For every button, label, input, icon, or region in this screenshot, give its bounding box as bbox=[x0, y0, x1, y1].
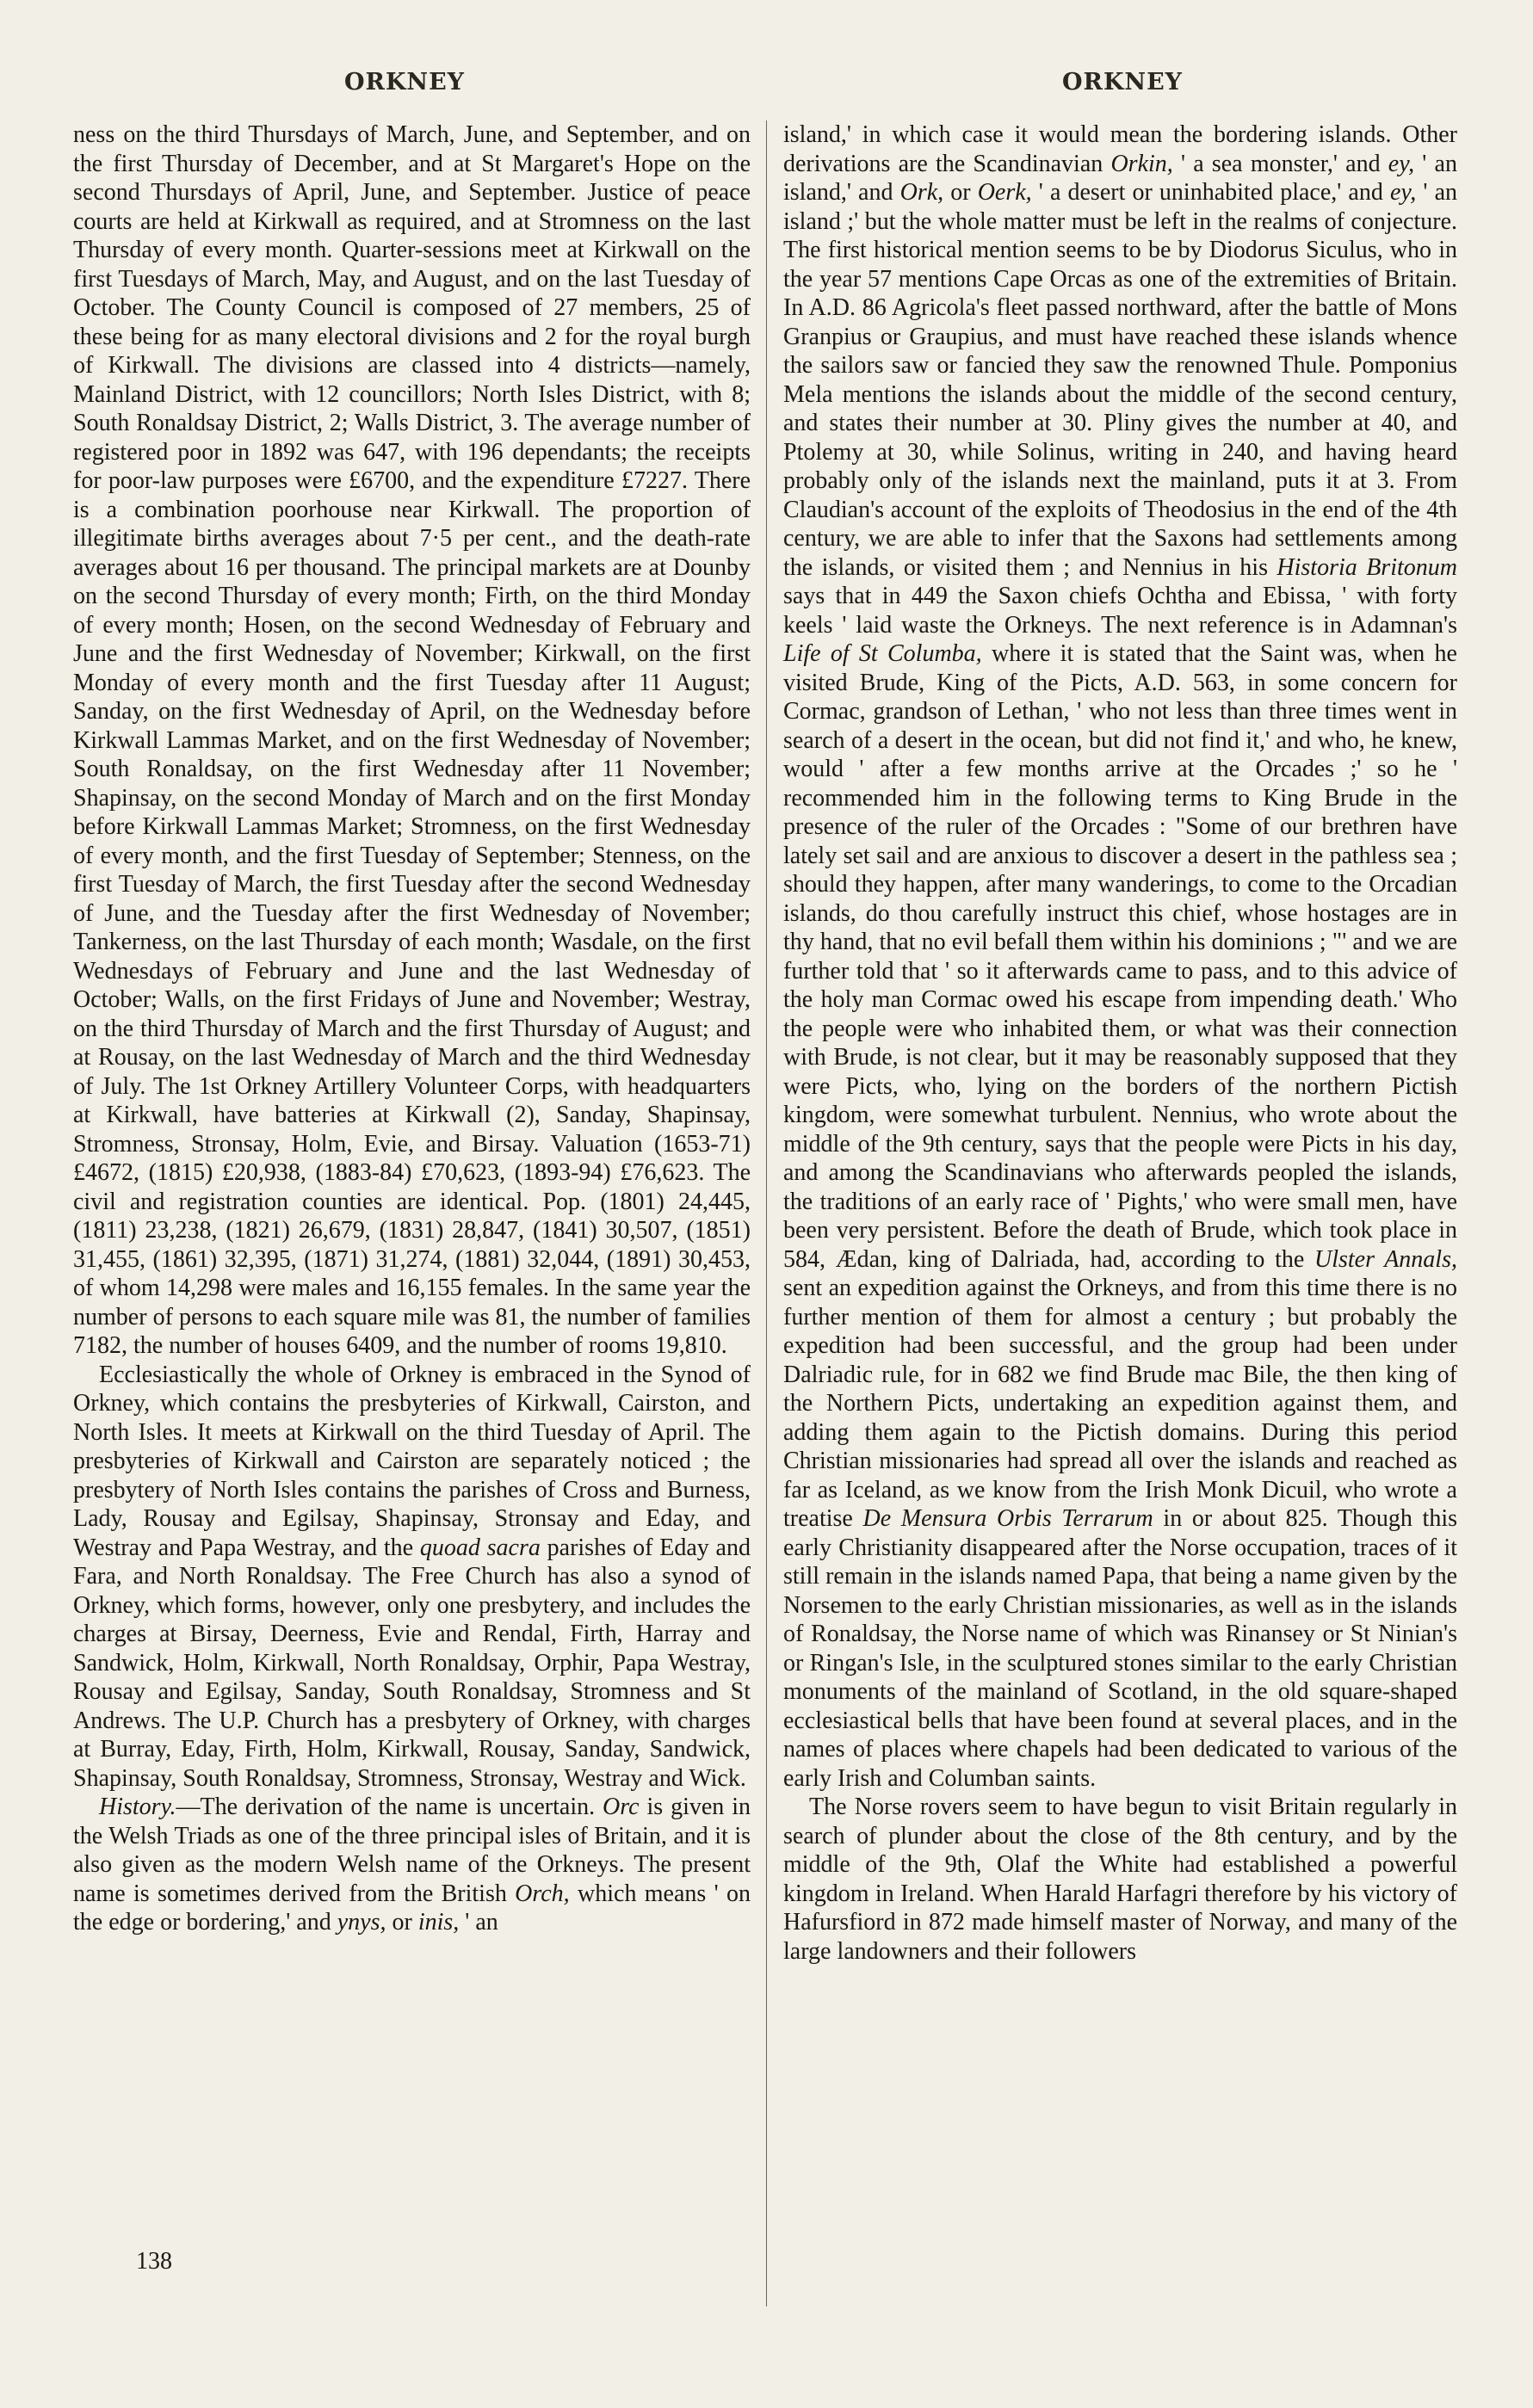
running-head-right: ORKNEY bbox=[1062, 69, 1183, 96]
paragraph-early-history: island,' in which case it would mean the bordering islands. Other derivations are the Scandinavian Orkin, ' a sea monster,' and ey, ' an island,' and Ork, or Oerk, ' a desert or uninhabited place,' and ey, ' an island ;' but the whole matter must be left in the realms of conjecture. The first historical mention seems to be by Diodorus Siculus, who in the year 57 mentions Cape Orcas as one of the extremities of Britain. In A.D. 86 Agricola's fleet passed northward, after the battle of Mons Granpius or Graupius, and must have reached these islands whence the sailors saw or fancied they saw the renowned Thule. Pomponius Mela mentions the islands about the middle of the second century, and states their number at 30. Pliny gives the number at 40, and Ptolemy at 30, while Solinus, writing in 240, and having heard probably only of the islands next the mainland, puts it at 3. From Claudian's account of the exploits of Theodosius in the end of the 4th century, we are able to infer that the Saxons had settlements among the islands, or visited them ; and Nennius in his Historia Britonum says that in 449 the Saxon chiefs Ochtha and Ebissa, ' with forty keels ' laid waste the Orkneys. The next reference is in Adamnan's Life of St Columba, where it is stated that the Saint was, when he visited Brude, King of the Picts, A.D. 563, in some concern for Cormac, grandson of Lethan, ' who not less than three times went in search of a desert in the ocean, but did not find it,' and who, he knew, would ' after a few months arrive at the Orcades ;' so he ' recommended him in the following terms to King Brude in the presence of the ruler of the Orcades : "Some of our brethren have lately set sail and are anxious to discover a desert in the pathless sea ; should they happen, after many wanderings, to come to the Orcadian islands, do thou carefully instruct this chief, whose hostages are in thy hand, that no evil befall them within his dominions ; "' and we are further told that ' so it afterwards came to pass, and to this advice of the holy man Cormac owed his escape from impending death.' Who the people were who inhabited them, or what was their connection with Brude, is not clear, but it may be reasonably supposed that they were Picts, who, lying on the borders of the northern Pictish kingdom, were somewhat turbulent. Nennius, who wrote about the middle of the 9th century, says that the people were Picts in his day, and among the Scandinavians who afterwards peopled the islands, the traditions of an early race of ' Pights,' who were small men, have been very persistent. Before the death of Brude, which took place in 584, Ædan, king of Dalriada, had, according to the Ulster Annals, sent an expedition against the Orkneys, and from this time there is no further mention of them for almost a century ; but probably the expedition had been successful, and the group had been under Dalriadic rule, for in 682 we find Brude mac Bile, the then king of the Northern Picts, undertaking an expedition against them, and adding them again to the Pictish domains. During this period Christian missionaries had spread all over the islands and reached as far as Iceland, as we know from the Irish Monk Dicuil, who wrote a treatise De Mensura Orbis Terrarum in or about 825. Though this early Christianity disappeared after the Norse occupation, traces of it still remain in the islands named Papa, that being a name given by the Norsemen to the early Christian missionaries, as well as in the islands of Ronaldsay, the Norse name of which was Rinansey or St Ninian's or Ringan's Isle, in the sculptured stones similar to the early Christian monuments of the mainland of Scotland, in the old square-shaped ecclesiastical bells that have been found at several places, and in the names of places where chapels had been dedicated to various of the early Irish and Columban saints. bbox=[783, 121, 1458, 1792]
section-heading-history: History. bbox=[99, 1794, 176, 1820]
page-number: 138 bbox=[136, 2248, 172, 2275]
right-column bbox=[783, 120, 1457, 1966]
running-head-left: ORKNEY bbox=[344, 69, 465, 96]
column-divider bbox=[766, 120, 767, 2306]
paragraph-history: History.—The derivation of the name is uncertain. Orc is given in the Welsh Triads as one of the three principal isles of Britain, and it is also given as the modern Welsh name of the Orkneys. The present name is sometimes derived from the British Orch, which means ' on the edge or bordering,' and ynys, or inis, ' an bbox=[73, 1794, 751, 1936]
paragraph-ecclesiastical: Ecclesiastically the whole of Orkney is embraced in the Synod of Orkney, which contains the presbyteries of Kirkwall, Cairston, and North Isles. It meets at Kirkwall on the third Tuesday of April. The presbyteries of Kirkwall and Cairston are separately noticed ; the presbytery of North Isles contains the parishes of Cross and Burness, Lady, Rousay and Egilsay, Shapinsay, Stronsay and Eday, and Westray and Papa Westray, and the quoad sacra parishes of Eday and Fara, and North Ronaldsay. The Free Church has also a synod of Orkney, which forms, however, only one presbytery, and includes the charges at Birsay, Deerness, Evie and Rendal, Firth, Harray and Sandwick, Holm, Kirkwall, North Ronaldsay, Orphir, Papa Westray, Rousay and Egilsay, Sanday, South Ronaldsay, Stromness and St Andrews. The U.P. Church has a presbytery of Orkney, with charges at Burray, Eday, Firth, Holm, Kirkwall, Rousay, Sanday, Sandwick, Shapinsay, South Ronaldsay, Stromness, Stronsay, Westray and Wick. bbox=[73, 1361, 751, 1792]
paragraph-norse-rovers: The Norse rovers seem to have begun to visit Britain regularly in search of plunder about the close of the 8th century, and by the middle of the 9th, Olaf the White had established a powerful kingdom in Ireland. When Harald Harfagri therefore by his victory of Hafursfiord in 872 made himself master of Norway, and many of the large landowners and their followers bbox=[783, 1794, 1457, 1965]
paragraph-administration: ness on the third Thursdays of March, June, and September, and on the first Thursday of December, and at St Margaret's Hope on the second Thursdays of April, June, and September. Justice of peace courts are held at Kirkwall as required, and at Stromness on the last Thursday of every month. Quarter-sessions meet at Kirkwall on the first Tuesdays of March, May, and August, and on the last Tuesday of October. The County Council is composed of 27 members, 25 of these being for as many electoral divisions and 2 for the royal burgh of Kirkwall. The divisions are classed into 4 districts—namely, Mainland District, with 12 councillors; North Isles District, with 8; South Ronaldsay District, 2; Walls District, 3. The average number of registered poor in 1892 was 647, with 196 dependants; the receipts for poor-law purposes were £6700, and the expenditure £7227. There is a combination poorhouse near Kirkwall. The proportion of illegitimate births averages about 7·5 per cent., and the death-rate averages about 16 per thousand. The principal markets are at Dounby on the second Thursday of every month; Firth, on the third Monday of every month; Hosen, on the second Wednesday of February and June and the first Wednesday of November; Kirkwall, on the first Monday of every month and the first Tuesday after 11 August; Sanday, on the first Wednesday of April, on the Wednesday before Kirkwall Lammas Market, and on the first Wednesday of November; South Ronaldsay, on the first Wednesday after 11 November; Shapinsay, on the second Monday of March and on the first Monday before Kirkwall Lammas Market; Stromness, on the first Wednesday of every month, and the first Tuesday of September; Stenness, on the first Tuesday of March, the first Tuesday after the second Wednesday of June, and the Tuesday after the first Wednesday of November; Tankerness, on the last Thursday of each month; Wasdale, on the first Wednesdays of February and June and the last Wednesday of October; Walls, on the first Fridays of June and November; Westray, on the third Thursday of March and the first Thursday of August; and at Rousay, on the last Wednesday of March and the third Wednesday of July. The 1st Orkney Artillery Volunteer Corps, with headquarters at Kirkwall, have batteries at Kirkwall (2), Sanday, Shapinsay, Stromness, Stronsay, Holm, Evie, and Birsay. Valuation (1653-71) £4672, (1815) £20,938, (1883-84) £70,623, (1893-94) £76,623. The civil and registration counties are identical. Pop. (1801) 24,445, (1811) 23,238, (1821) 26,679, (1831) 28,847, (1841) 30,507, (1851) 31,455, (1861) 32,395, (1871) 31,274, (1881) 32,044, (1891) 30,453, of whom 14,298 were males and 16,155 females. In the same year the number of persons to each square mile was 81, the number of families 7182, the number of houses 6409, and the number of rooms 19,810. bbox=[73, 121, 751, 1359]
left-column bbox=[73, 120, 751, 1937]
